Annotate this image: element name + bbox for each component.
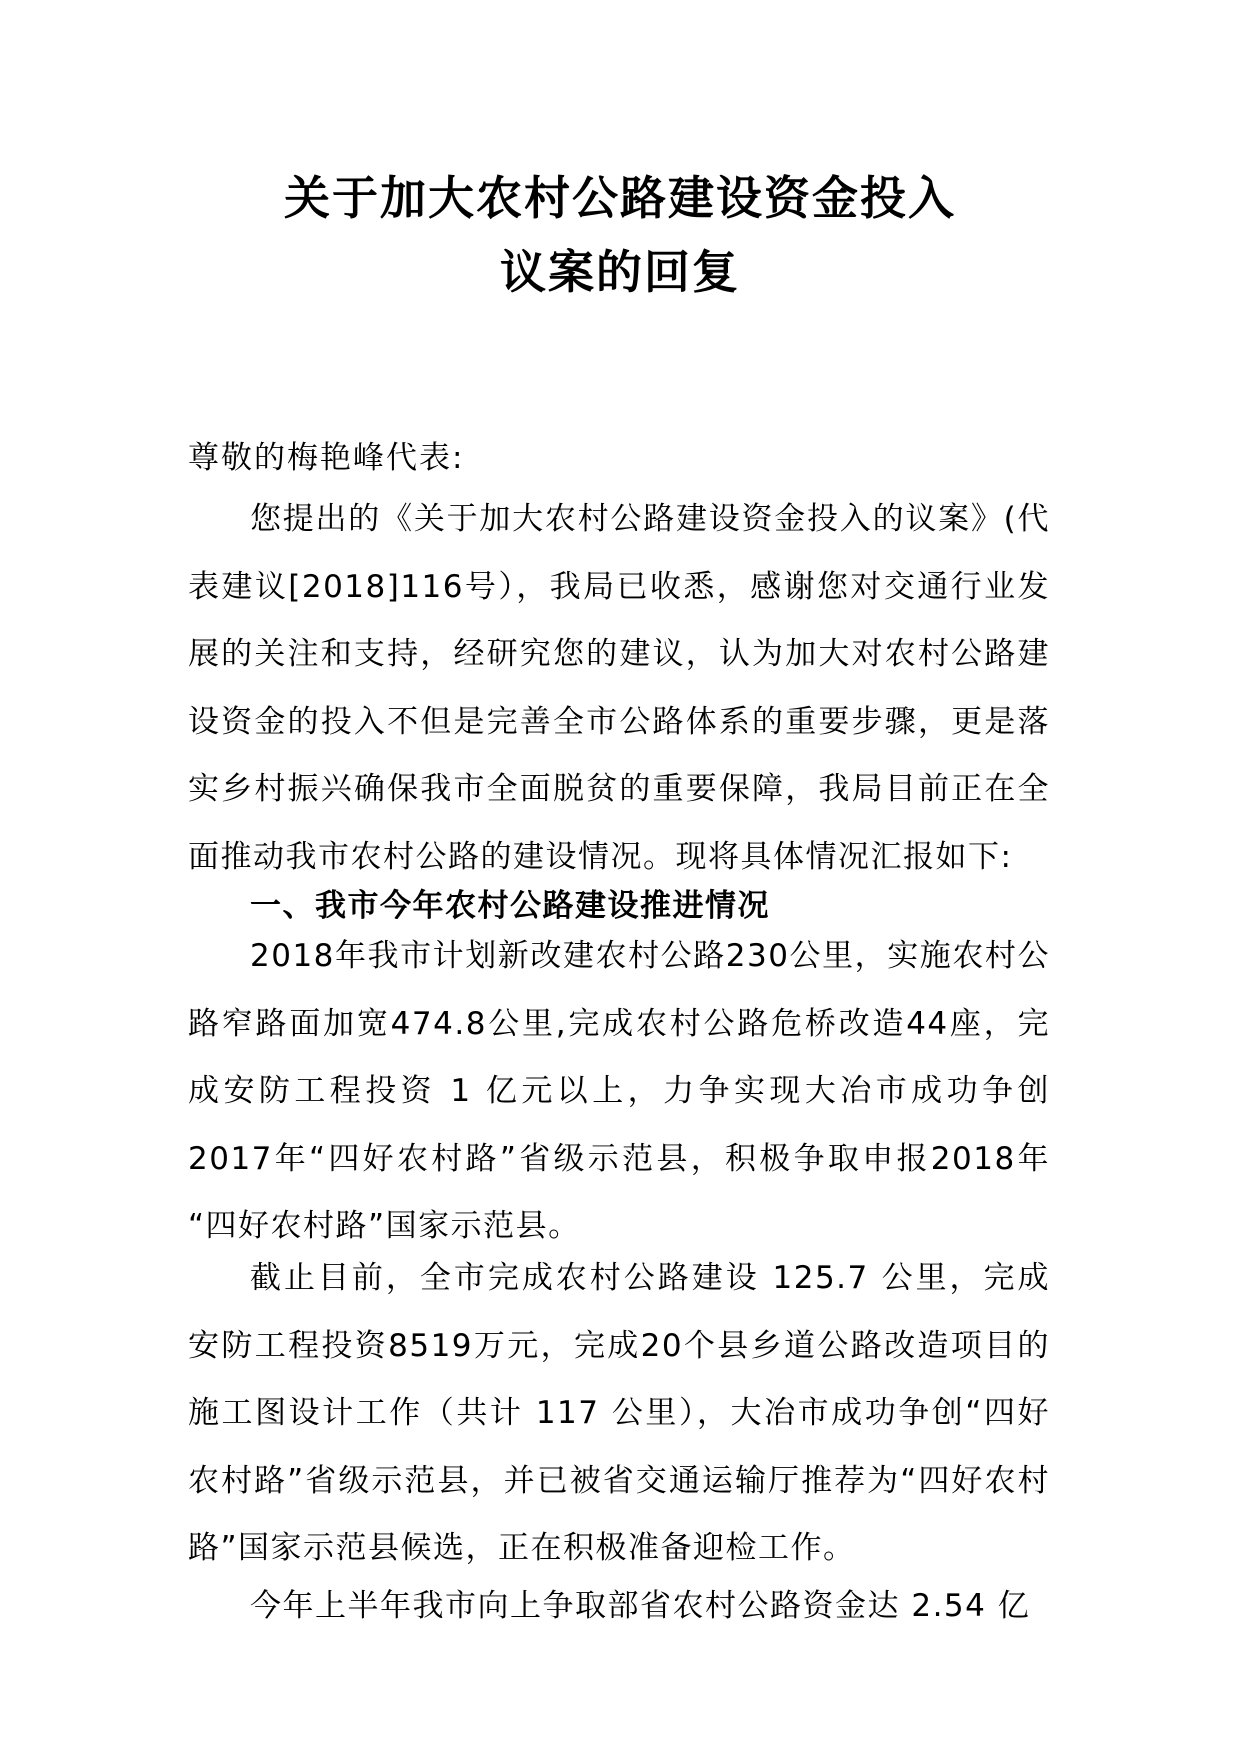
- body-paragraph-progress: 截止目前，全市完成农村公路建设 125.7 公里，完成安防工程投资8519万元，完成20个县乡道公路改造项目的施工图设计工作（共计 117 公里），大冶市成功争创“四好农村路”省级示范县，并已被省交通运输厅推荐为“四好农村路”国家示范县候选，正在积极准备迎检工作。: [188, 1260, 1050, 1566]
- body-paragraph-intro: 您提出的《关于加大农村公路建设资金投入的议案》(代表建议[2018]116号），我局已收悉，感谢您对交通行业发展的关注和支持，经研究您的建议，认为加大对农村公路建设资金的投入不但是完善全市公路体系的重要步骤，更是落实乡村振兴确保我市全面脱贫的重要保障，我局目前正在全面推动我市农村公路的建设情况。现将具体情况汇报如下:: [188, 501, 1050, 875]
- document-title-line-1: 关于加大农村公路建设资金投入: [284, 171, 956, 225]
- body-paragraph-plan: 2018年我市计划新改建农村公路230公里，实施农村公路窄路面加宽474.8公里,完成农村公路危桥改造44座，完成安防工程投资 1 亿元以上，力争实现大冶市成功争创2017年“四好农村路”省级示范县，积极争取申报2018年 “四好农村路”国家示范县。: [188, 938, 1050, 1244]
- body-paragraph-funding: 今年上半年我市向上争取部省农村公路资金达 2.54 亿: [250, 1588, 1031, 1624]
- document-title-line-2: 议案的回复: [500, 245, 740, 299]
- section-heading: 一、我市今年农村公路建设推进情况: [250, 888, 770, 924]
- salutation: 尊敬的梅艳峰代表:: [188, 440, 465, 476]
